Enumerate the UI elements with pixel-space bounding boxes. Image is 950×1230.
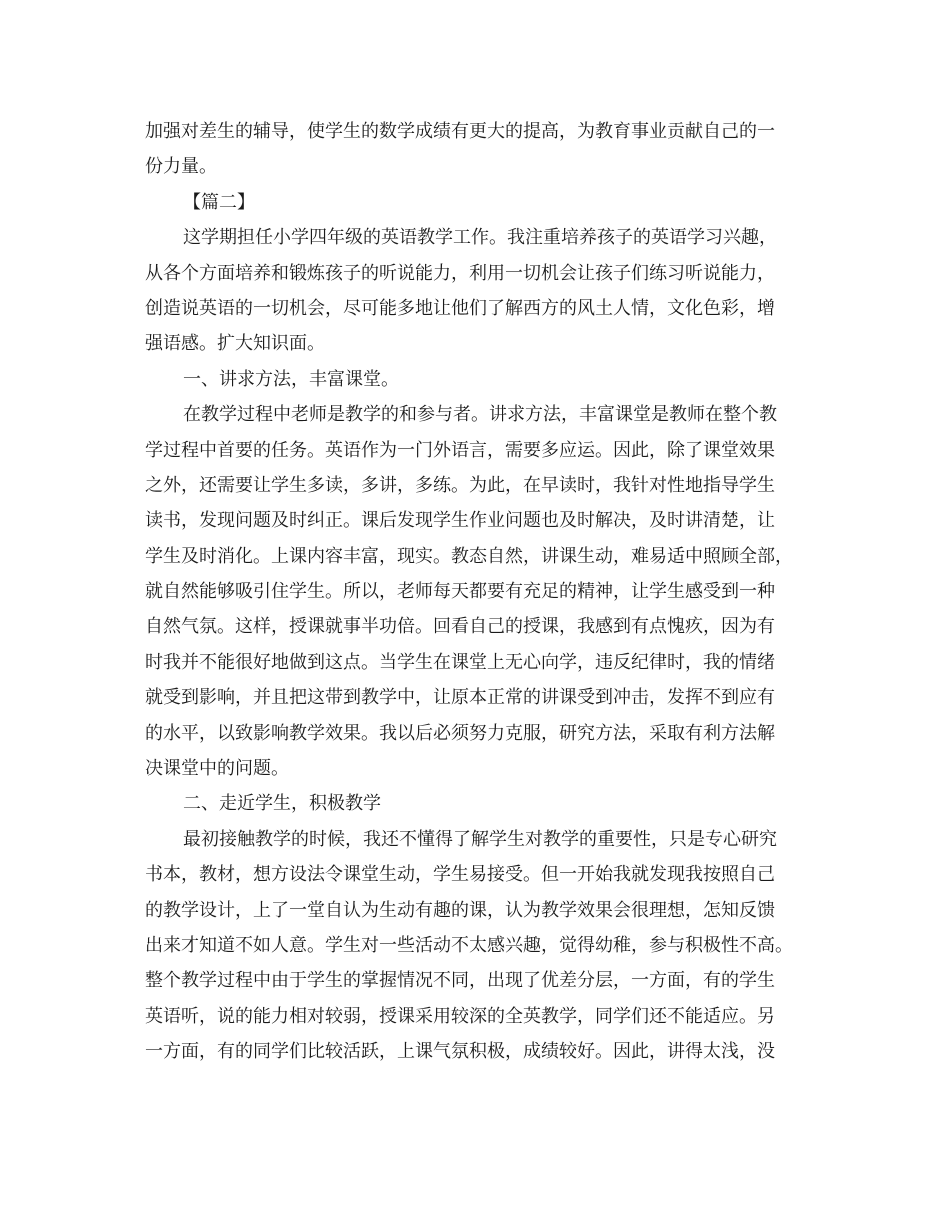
text-line: 强语感。扩大知识面。 — [145, 333, 325, 355]
text-line: 最初接触教学的时候，我还不懂得了解学生对教学的重要性，只是专心研究 — [183, 828, 777, 850]
text-line: 一方面，有的同学们比较活跃，上课气氛积极，成绩较好。因此，讲得太浅，没 — [145, 1041, 775, 1063]
text-line: 创造说英语的一切机会，尽可能多地让他们了解西方的风土人情，文化色彩，增 — [145, 297, 775, 319]
text-line: 就受到影响，并且把这带到教学中，让原本正常的讲课受到冲击，发挥不到应有 — [145, 687, 775, 709]
text-line: 一、讲求方法，丰富课堂。 — [183, 368, 399, 390]
text-line: 份力量。 — [145, 156, 217, 178]
text-line: 在教学过程中老师是教学的和参与者。讲求方法，丰富课堂是教师在整个教 — [183, 404, 777, 426]
text-line: 时我并不能很好地做到这点。当学生在课堂上无心向学，违反纪律时，我的情绪 — [145, 651, 775, 673]
text-line: 这学期担任小学四年级的英语教学工作。我注重培养孩子的英语学习兴趣， — [183, 227, 777, 249]
text-line: 学生及时消化。上课内容丰富，现实。教态自然，讲课生动，难易适中照顾全部， — [145, 545, 793, 567]
text-line: 决课堂中的问题。 — [145, 758, 289, 780]
text-line: 书本，教材，想方设法令课堂生动，学生易接受。但一开始我就发现我按照自己 — [145, 864, 775, 886]
text-line: 读书，发现问题及时纠正。课后发现学生作业问题也及时解决，及时讲清楚，让 — [145, 510, 775, 532]
text-line: 学过程中首要的任务。英语作为一门外语言，需要多应运。因此，除了课堂效果 — [145, 439, 775, 461]
text-line: 的水平，以致影响教学效果。我以后必须努力克服，研究方法，采取有利方法解 — [145, 722, 775, 744]
text-line: 从各个方面培养和锻炼孩子的听说能力，利用一切机会让孩子们练习听说能力， — [145, 262, 775, 284]
text-line: 二、走近学生，积极教学 — [183, 793, 381, 815]
document-page — [145, 114, 805, 1070]
text-line: 加强对差生的辅导，使学生的数学成绩有更大的提高，为教育事业贡献自己的一 — [145, 121, 775, 142]
text-line: 整个教学过程中由于学生的掌握情况不同，出现了优差分层，一方面，有的学生 — [145, 970, 775, 992]
text-line: 之外，还需要让学生多读，多讲，多练。为此，在早读时，我针对性地指导学生 — [145, 474, 775, 496]
text-line: 自然气氛。这样，授课就事半功倍。回看自己的授课，我感到有点愧疚，因为有 — [145, 616, 775, 638]
text-line: 出来才知道不如人意。学生对一些活动不太感兴趣，觉得幼稚，参与积极性不高。 — [145, 934, 793, 956]
text-line: 的教学设计，上了一堂自认为生动有趣的课，认为教学效果会很理想，怎知反馈 — [145, 899, 775, 921]
text-line: 【篇二】 — [183, 191, 255, 213]
text-line: 就自然能够吸引住学生。所以，老师每天都要有充足的精神，让学生感受到一种 — [145, 581, 775, 603]
text-line: 英语听，说的能力相对较弱，授课采用较深的全英教学，同学们还不能适应。另 — [145, 1005, 775, 1027]
